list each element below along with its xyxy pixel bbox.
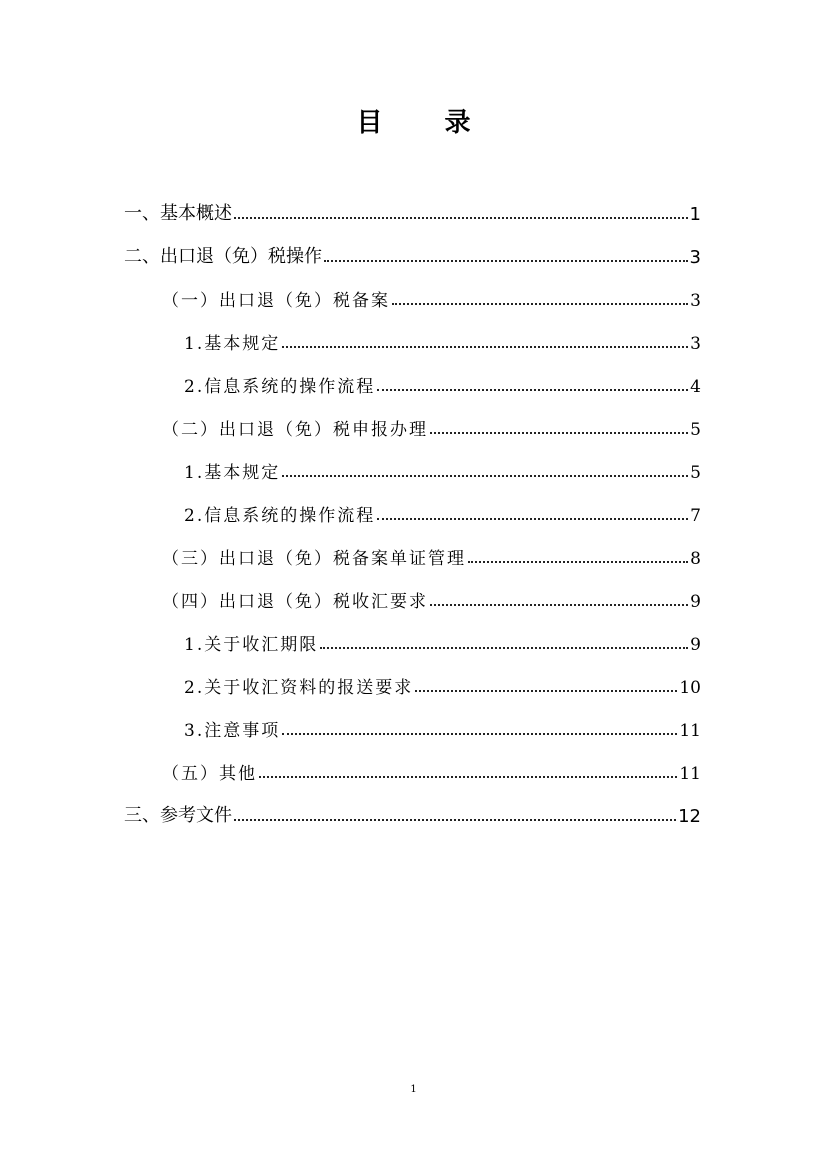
toc-entry-page: 1 (689, 204, 701, 225)
toc-entry-label: 2.信息系统的操作流程 (184, 377, 376, 397)
toc-entry[interactable] (162, 410, 701, 440)
toc-entry-page: 8 (690, 549, 701, 569)
toc-entry[interactable] (184, 496, 701, 526)
page-number: 1 (410, 1084, 417, 1095)
dot-leader (392, 297, 688, 305)
toc-entry-page: 11 (679, 764, 701, 784)
dot-leader (415, 684, 677, 692)
dot-leader (320, 641, 688, 649)
toc-entry[interactable] (162, 582, 701, 612)
toc-entry-page: 12 (678, 806, 701, 827)
dot-leader (324, 254, 688, 262)
toc-entry-page: 3 (690, 291, 701, 311)
toc-entry[interactable] (124, 195, 701, 225)
toc-entry-label: （一）出口退（免）税备案 (162, 291, 390, 311)
toc-entry[interactable] (184, 668, 701, 698)
dot-leader (430, 598, 688, 606)
toc-entry-page: 5 (690, 420, 701, 440)
toc-entry-page: 11 (679, 721, 701, 741)
toc-entry[interactable] (162, 281, 701, 311)
dot-leader (430, 426, 688, 434)
toc-entry-label: 三、参考文件 (124, 805, 232, 826)
toc-entry-label: 1.关于收汇期限 (184, 635, 319, 655)
toc-entry[interactable] (184, 453, 701, 483)
toc-entry[interactable] (184, 324, 701, 354)
toc-entry-label: （二）出口退（免）税申报办理 (162, 420, 428, 440)
toc-entry-label: （五）其他 (162, 764, 257, 784)
toc-entry-label: 1.基本规定 (184, 334, 281, 354)
toc-entry[interactable] (124, 797, 701, 827)
toc-entry-page: 4 (690, 377, 701, 397)
dot-leader (234, 211, 688, 219)
toc-entry-page: 3 (689, 247, 701, 268)
toc-entry-page: 3 (690, 334, 701, 354)
toc-entry[interactable] (162, 754, 701, 784)
dot-leader (377, 512, 688, 520)
toc-entry-label: 二、出口退（免）税操作 (124, 246, 322, 267)
toc-entry[interactable] (184, 367, 701, 397)
toc-title: 目 录 (356, 108, 489, 138)
dot-leader (468, 555, 688, 563)
toc-entry[interactable] (184, 625, 701, 655)
toc-entry-label: 一、基本概述 (124, 203, 232, 224)
toc-entry-page: 9 (690, 635, 701, 655)
toc-entry-label: （四）出口退（免）税收汇要求 (162, 592, 428, 612)
toc-entry-label: （三）出口退（免）税备案单证管理 (162, 549, 466, 569)
toc-entry-page: 9 (690, 592, 701, 612)
dot-leader (282, 469, 688, 477)
toc-entry[interactable] (124, 238, 701, 268)
toc-entry-page: 7 (690, 506, 701, 526)
toc-entry[interactable] (184, 711, 701, 741)
toc-entry-label: 2.关于收汇资料的报送要求 (184, 678, 414, 698)
toc-entry-page: 5 (690, 463, 701, 483)
toc-entry-label: 2.信息系统的操作流程 (184, 506, 376, 526)
toc-entry[interactable] (162, 539, 701, 569)
toc-entry-page: 10 (679, 678, 701, 698)
toc-entry-label: 1.基本规定 (184, 463, 281, 483)
dot-leader (377, 383, 688, 391)
dot-leader (234, 813, 676, 821)
dot-leader (282, 340, 688, 348)
dot-leader (282, 727, 677, 735)
dot-leader (259, 770, 677, 778)
toc-entry-label: 3.注意事项 (184, 721, 281, 741)
